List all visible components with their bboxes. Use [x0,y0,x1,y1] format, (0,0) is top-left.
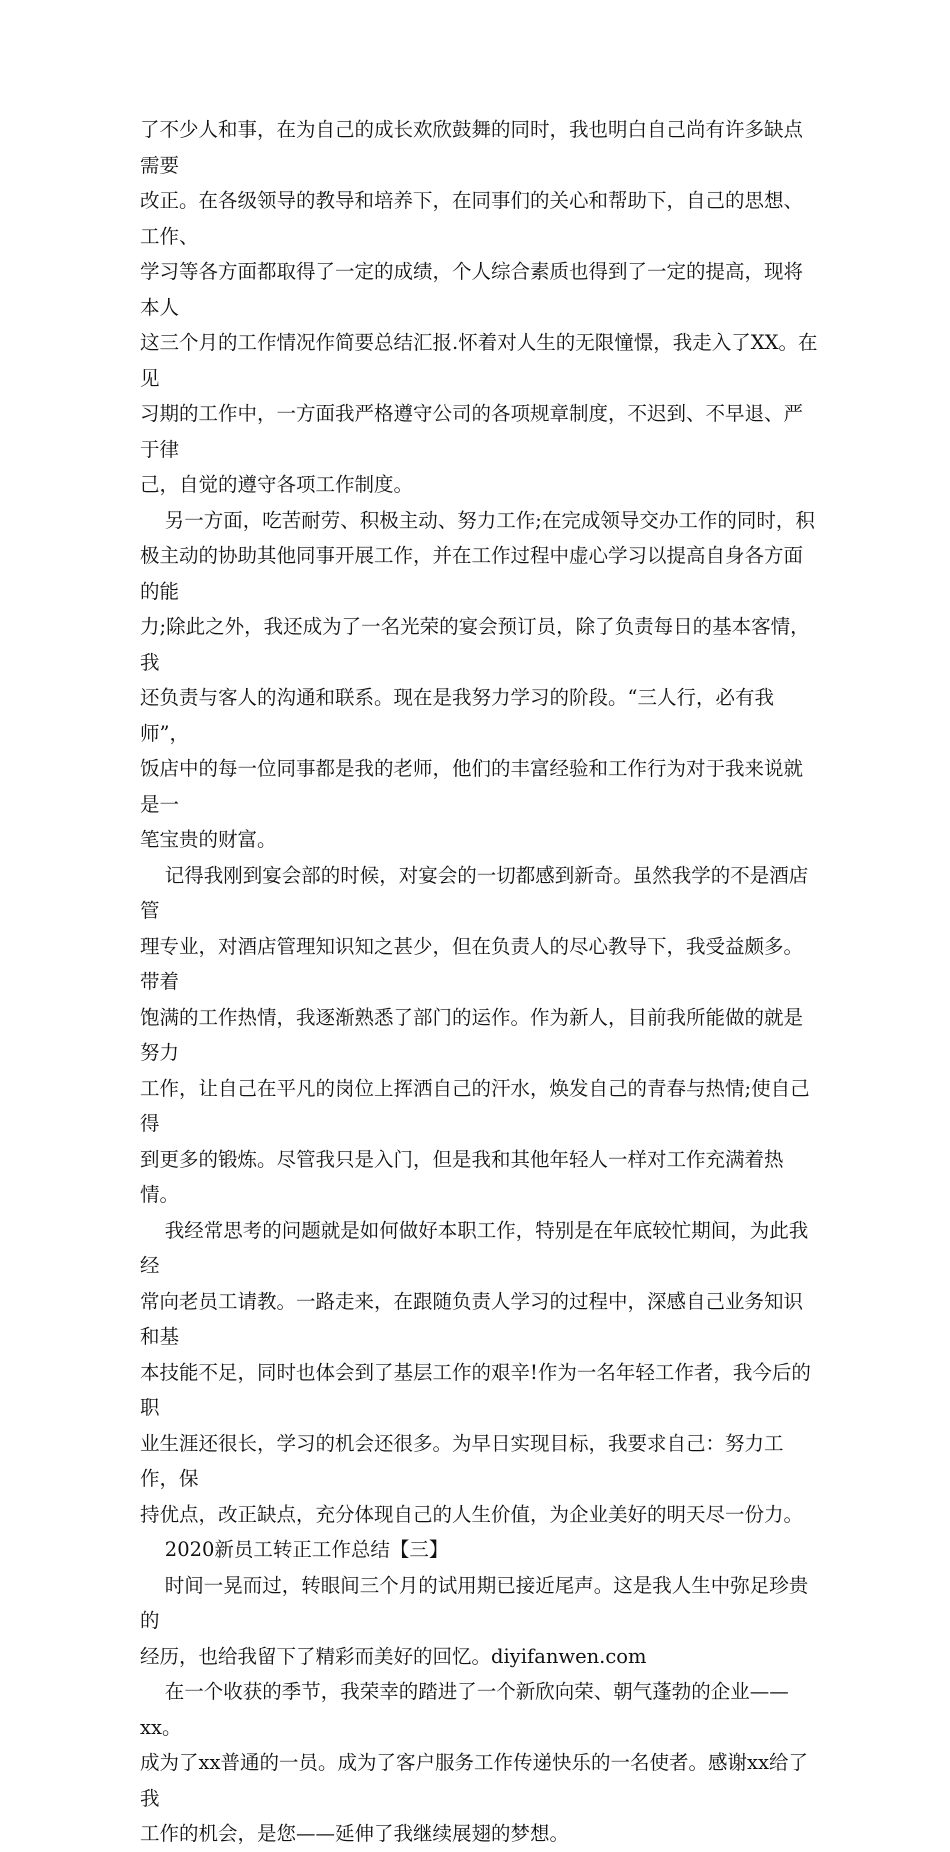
text-line: 习期的工作中，一方面我严格遵守公司的各项规章制度，不迟到、不早退、严于律 [140,402,804,461]
text-line: 己，自觉的遵守各项工作制度。 [140,473,414,496]
text-line: 在一个收获的季节，我荣幸的踏进了一个新欣向荣、朝气蓬勃的企业——xx。 [140,1680,789,1739]
text-line: 饱满的工作热情，我逐渐熟悉了部门的运作。作为新人，目前我所能做的就是努力 [140,1005,804,1064]
text-line: 时间一晃而过，转眼间三个月的试用期已接近尾声。这是我人生中弥足珍贵的 [140,1573,809,1632]
text-line: 成为了xx普通的一员。成为了客户服务工作传递快乐的一名使者。感谢xx给了我 [140,1751,808,1810]
text-line: 这三个月的工作情况作简要总结汇报.怀着对人生的无限憧憬，我走入了XX。在见 [140,331,818,390]
text-line: 经历，也给我留下了精彩而美好的回忆。diyifanwen.com [140,1644,647,1668]
text-line: 我经常思考的问题就是如何做好本职工作，特别是在年底较忙期间，为此我经 [140,1218,809,1277]
text-line: 常向老员工请教。一路走来，在跟随负责人学习的过程中，深感自己业务知识和基 [140,1289,804,1348]
text-line: 另一方面，吃苦耐劳、积极主动、努力工作;在完成领导交办工作的同时，积 [140,508,815,532]
text-line: 还负责与客人的沟通和联系。现在是我努力学习的阶段。“三人行，必有我师”， [140,686,774,745]
text-line: 了不少人和事，在为自己的成长欢欣鼓舞的同时，我也明白自己尚有许多缺点需要 [140,118,804,177]
text-line: 业生涯还很长，学习的机会还很多。为早日实现目标，我要求自己：努力工作，保 [140,1431,784,1490]
text-line: 到更多的锻炼。尽管我只是入门，但是我和其他年轻人一样对工作充满着热情。 [140,1147,784,1206]
text-line: 改正。在各级领导的教导和培养下，在同事们的关心和帮助下，自己的思想、工作、 [140,189,804,248]
text-line: 本技能不足，同时也体会到了基层工作的艰辛!作为一名年轻工作者，我今后的职 [140,1360,811,1419]
text-line: 记得我刚到宴会部的时候，对宴会的一切都感到新奇。虽然我学的不是酒店管 [140,863,809,922]
text-line: 理专业，对酒店管理知识知之甚少，但在负责人的尽心教导下，我受益颇多。带着 [140,934,804,993]
text-line: 极主动的协助其他同事开展工作，并在工作过程中虚心学习以提高自身各方面的能 [140,544,804,603]
document-body [140,112,820,1852]
section-heading: 2020新员工转正工作总结【三】 [140,1538,449,1561]
text-line: 持优点，改正缺点，充分体现自己的人生价值，为企业美好的明天尽一份力。 [140,1502,804,1526]
text-line: 工作，让自己在平凡的岗位上挥洒自己的汗水，焕发自己的青春与热情;使自己得 [140,1076,810,1135]
text-line: 工作的机会，是您——延伸了我继续展翅的梦想。 [140,1822,570,1845]
text-line: 笔宝贵的财富。 [140,828,277,851]
text-line: 饭店中的每一位同事都是我的老师，他们的丰富经验和工作行为对于我来说就是一 [140,757,804,816]
text-line: 力;除此之外，我还成为了一名光荣的宴会预订员，除了负责每日的基本客情，我 [140,615,810,674]
text-line: 学习等各方面都取得了一定的成绩，个人综合素质也得到了一定的提高，现将本人 [140,260,804,319]
